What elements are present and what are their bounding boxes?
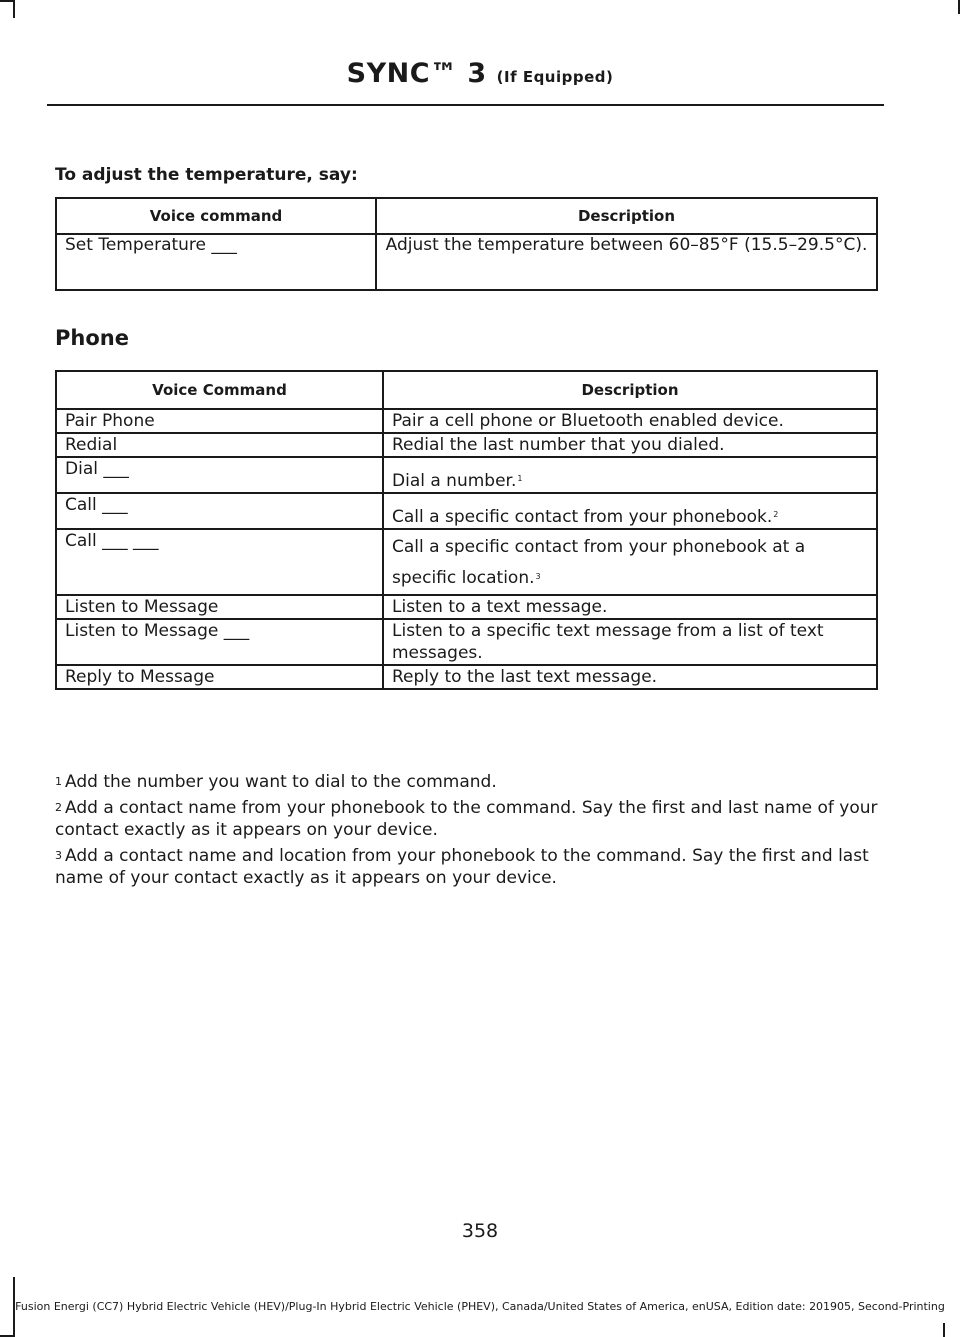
voice-command-cell: Reply to Message <box>56 665 383 689</box>
description-text: Dial a number. <box>392 471 517 491</box>
table-row <box>56 595 877 619</box>
description-cell <box>383 493 877 529</box>
header-title: SYNC™ 3 <box>346 58 487 89</box>
description-text: Call a specific contact from your phonebook. <box>392 507 773 527</box>
temperature-table <box>55 197 878 291</box>
voice-command-cell: Listen to Message <box>56 595 383 619</box>
voice-command-cell: Call ___ ___ <box>56 529 383 595</box>
table-row <box>56 493 877 529</box>
voice-command-cell: Listen to Message ___ <box>56 619 383 665</box>
table-header-row <box>56 371 877 409</box>
footnote <box>55 845 885 889</box>
page-number: 358 <box>461 1220 499 1242</box>
footnote-marker: 3 <box>55 849 62 862</box>
footnotes <box>55 771 885 893</box>
description-cell <box>383 529 877 595</box>
description-text: Listen to a text message. <box>392 597 608 617</box>
description-text: Redial the last number that you dialed. <box>392 435 725 455</box>
footnote <box>55 771 885 793</box>
footnote-text: Add a contact name from your phonebook to the command. Say the first and last name of your contact exactly as it appears on your device. <box>55 798 878 840</box>
description-text: Call a specific contact from your phonebook at a specific location. <box>392 537 806 588</box>
section-heading-phone: Phone <box>55 326 129 350</box>
crop-mark <box>0 0 13 2</box>
description-cell: Adjust the temperature between 60–85°F (15.5–29.5°C). <box>376 234 877 290</box>
description-cell <box>383 433 877 457</box>
description-cell <box>383 665 877 689</box>
crop-mark <box>943 1323 945 1337</box>
description-cell <box>383 619 877 665</box>
table-row <box>56 433 877 457</box>
column-header: Voice Command <box>56 371 383 409</box>
description-text: Pair a cell phone or Bluetooth enabled device. <box>392 411 784 431</box>
voice-command-cell: Call ___ <box>56 493 383 529</box>
voice-command-cell: Redial <box>56 433 383 457</box>
voice-command-cell: Pair Phone <box>56 409 383 433</box>
voice-command-cell: Set Temperature ___ <box>56 234 376 290</box>
description-cell <box>383 595 877 619</box>
table-row <box>56 529 877 595</box>
crop-mark <box>13 0 15 18</box>
footnote-ref: 1 <box>517 474 523 483</box>
description-cell <box>383 409 877 433</box>
column-header: Description <box>383 371 877 409</box>
table-header-row <box>56 198 877 234</box>
table-row <box>56 234 877 290</box>
table-row <box>56 665 877 689</box>
header-divider <box>47 104 884 106</box>
footnote-ref: 2 <box>773 510 779 519</box>
description-text: Listen to a specific text message from a list of text messages. <box>392 621 824 663</box>
footnote-marker: 1 <box>55 775 62 788</box>
temperature-lead: To adjust the temperature, say: <box>55 165 358 185</box>
footnote-text: Add a contact name and location from your phonebook to the command. Say the first and last name of your contact exactly as it appears on your device. <box>55 846 869 888</box>
description-text: Reply to the last text message. <box>392 667 658 687</box>
header-subtitle: (If Equipped) <box>496 68 614 86</box>
footnote-marker: 2 <box>55 801 62 814</box>
footnote-text: Add the number you want to dial to the command. <box>65 772 497 792</box>
column-header: Description <box>376 198 877 234</box>
phone-command-table <box>55 370 878 690</box>
page-header <box>0 58 960 89</box>
page-footer: Fusion Energi (CC7) Hybrid Electric Vehicle (HEV)/Plug-In Hybrid Electric Vehicle (PHEV), Canada/United States of America, enUSA, Edition date: 201905, Second-Printing <box>15 1300 945 1313</box>
table-row <box>56 409 877 433</box>
voice-command-cell: Dial ___ <box>56 457 383 493</box>
description-cell <box>383 457 877 493</box>
table-row <box>56 457 877 493</box>
column-header: Voice command <box>56 198 376 234</box>
footnote-ref: 3 <box>535 572 541 581</box>
table-row <box>56 619 877 665</box>
footnote <box>55 797 885 841</box>
